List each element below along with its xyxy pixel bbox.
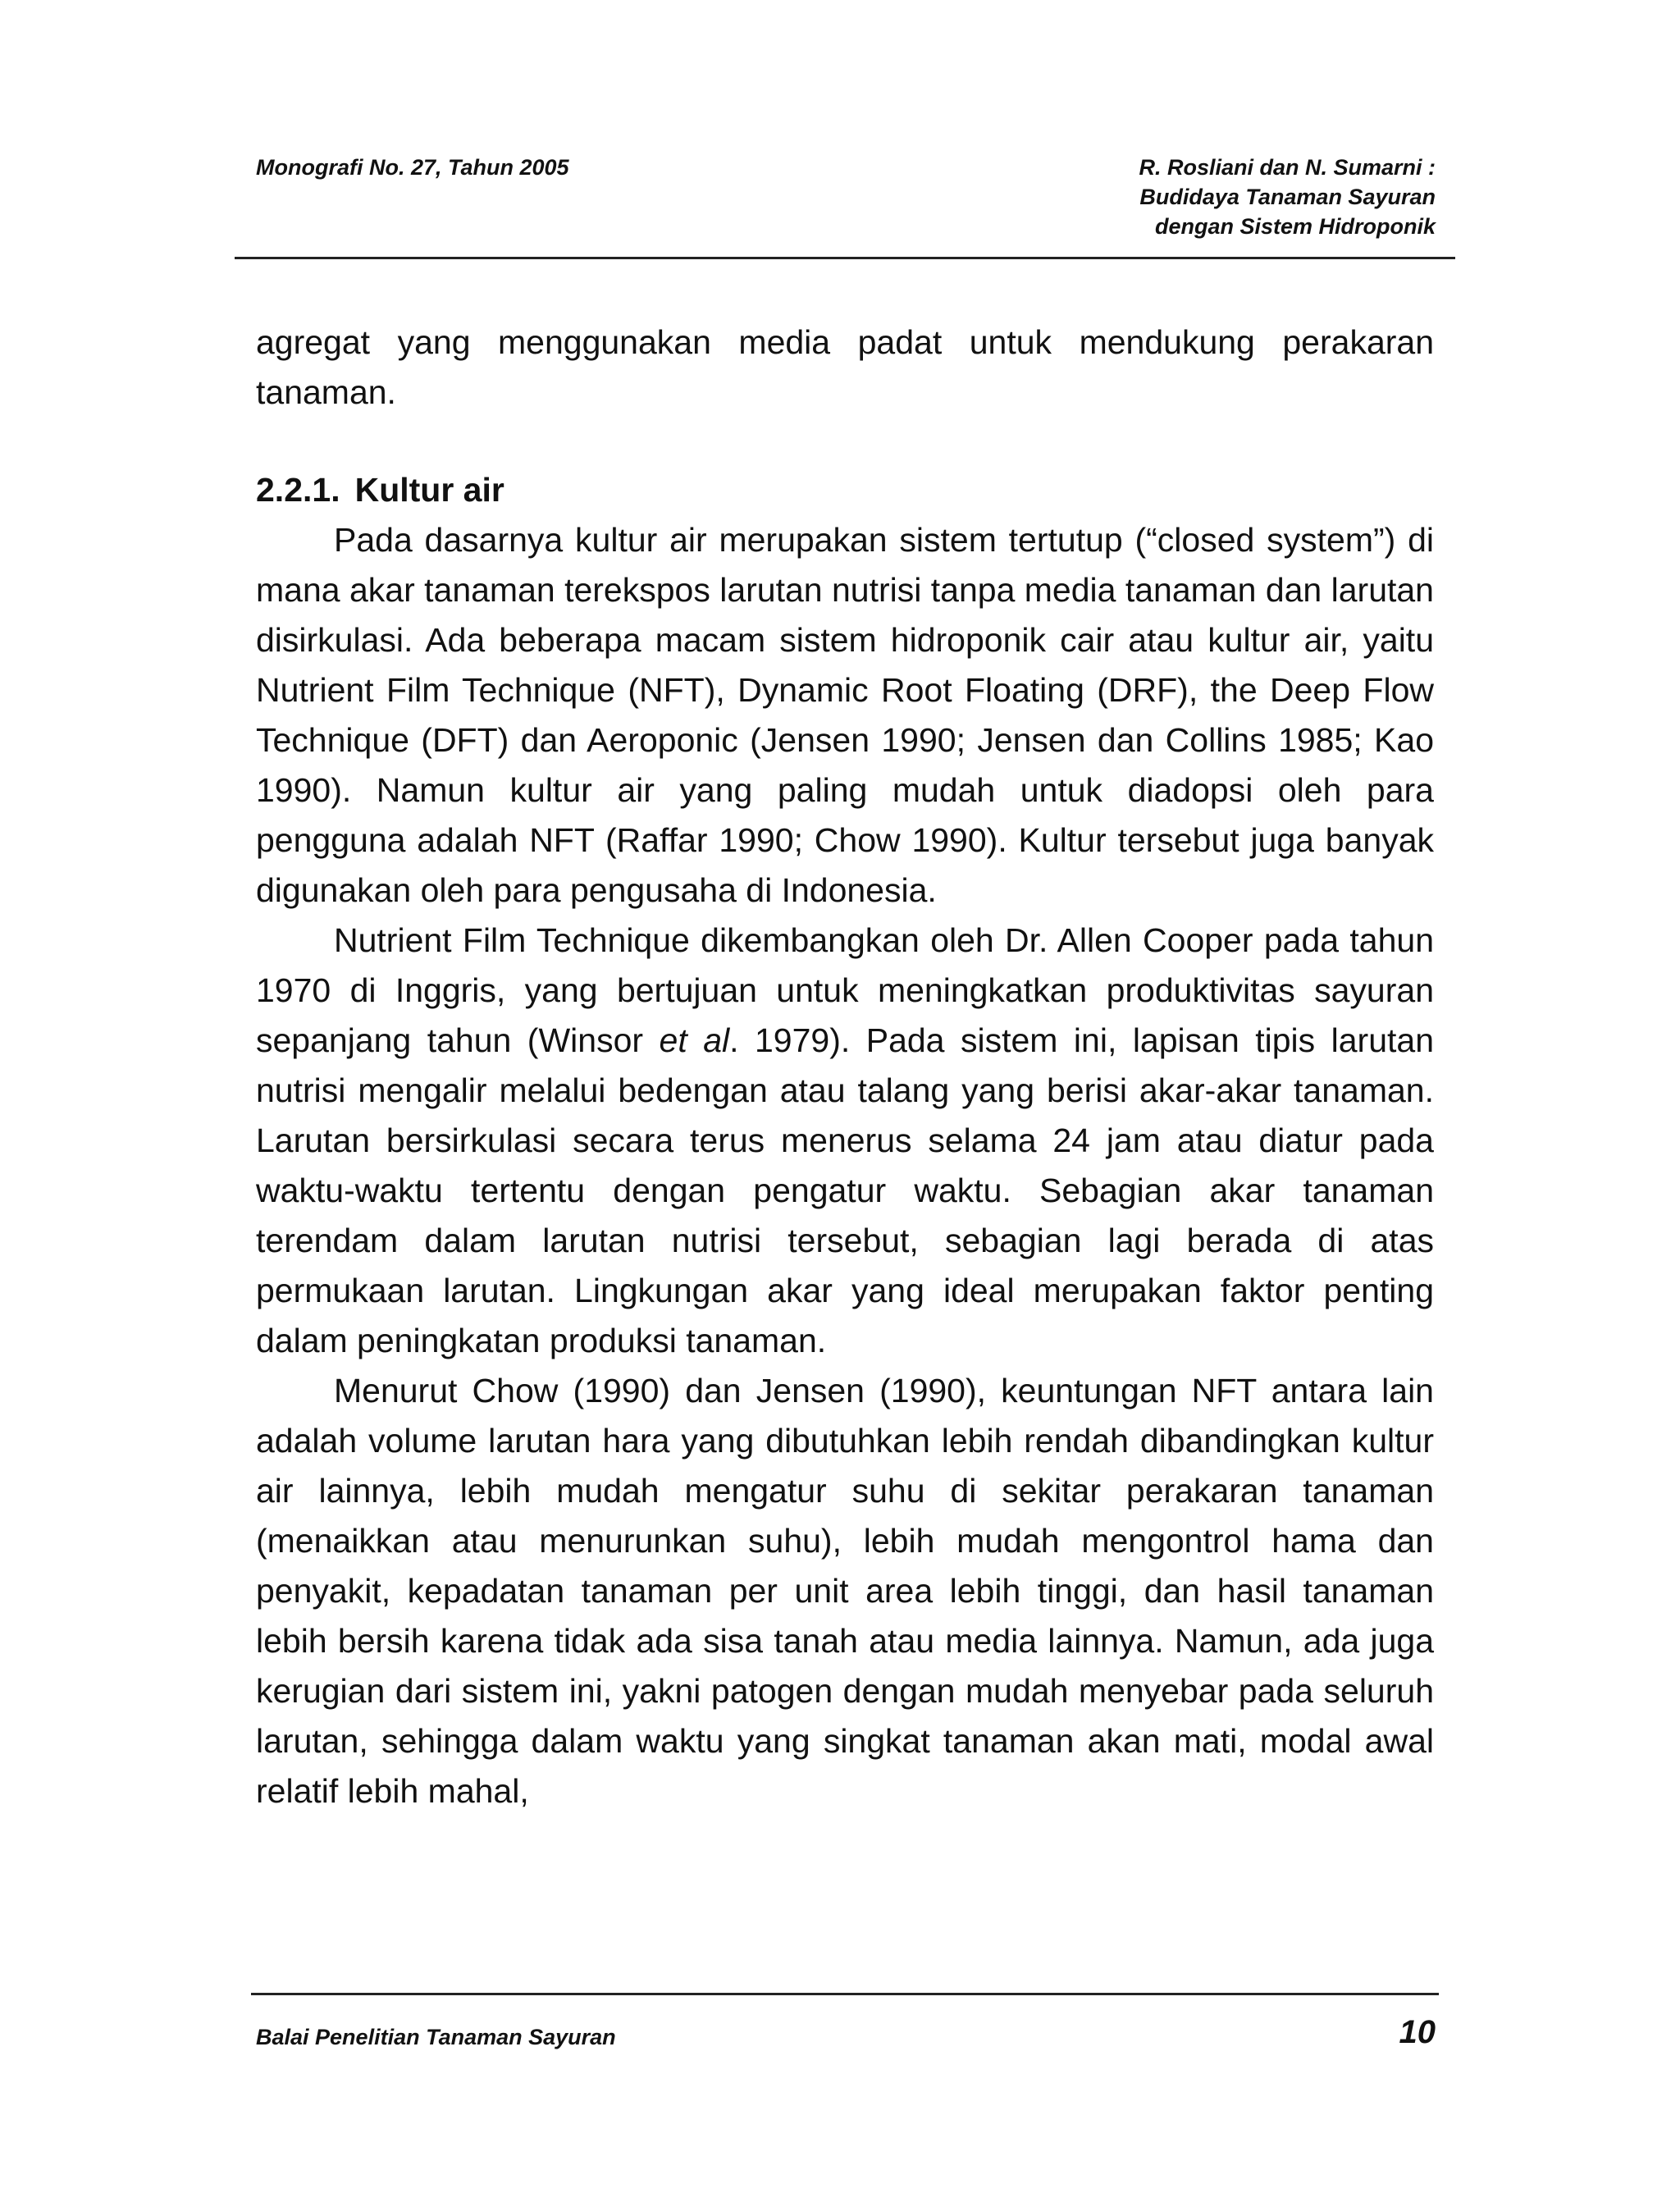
- section-title: Kultur air: [354, 471, 504, 509]
- paragraph-2-part-2: . 1979). Pada sistem ini, lapisan tipis larutan nutrisi mengalir melalui bedengan atau talang yang berisi akar-akar tanaman. Larutan bersirkulasi secara terus menerus selama 24 jam atau diatur pada waktu-waktu tertentu dengan pengatur waktu. Sebagian akar tanaman terendam dalam larutan nutrisi tersebut, sebagian lagi berada di atas permukaan larutan. Lingkungan akar yang ideal merupakan faktor penting dalam peningkatan produksi tanaman.: [256, 1021, 1434, 1359]
- section-number: 2.2.1.: [256, 471, 340, 509]
- header-publication: Monografi No. 27, Tahun 2005: [256, 155, 569, 180]
- footer-divider: [251, 1993, 1439, 1995]
- paragraph-2-part-1: Nutrient Film Technique dikembangkan oleh Dr. Allen Cooper pada tahun 1970 di Inggris, yang bertujuan untuk meningkatkan produktivitas sayuran sepanjang tahun (Winsor: [256, 921, 1434, 1059]
- lead-paragraph: agregat yang menggunakan media padat untuk mendukung perakaran tanaman.: [256, 323, 1434, 411]
- paragraph-2: [256, 916, 1434, 1366]
- page-number: 10: [1399, 2014, 1436, 2050]
- section-heading: [256, 465, 1434, 515]
- header-authors: R. Rosliani dan N. Sumarni :: [1139, 155, 1436, 180]
- header-title-line-2: dengan Sistem Hidroponik: [1154, 214, 1436, 239]
- header-divider: [235, 257, 1455, 259]
- paragraph-1: Pada dasarnya kultur air merupakan sistem tertutup (“closed system”) di mana akar tanaman terekspos larutan nutrisi tanpa media tanaman dan larutan disirkulasi. Ada beberapa macam sistem hidroponik cair atau kultur air, yaitu Nutrient Film Technique (NFT), Dynamic Root Floating (DRF), the Deep Flow Technique (DFT) dan Aeroponic (Jensen 1990; Jensen dan Collins 1985; Kao 1990). Namun kultur air yang paling mudah untuk diadopsi oleh para pengguna adalah NFT (Raffar 1990; Chow 1990). Kultur tersebut juga banyak digunakan oleh para pengusaha di Indonesia.: [256, 521, 1434, 909]
- paragraph-2-italic: et al: [659, 1021, 730, 1059]
- header-author-title: [1139, 153, 1436, 241]
- page-body: [256, 318, 1434, 1816]
- paragraph-3: Menurut Chow (1990) dan Jensen (1990), keuntungan NFT antara lain adalah volume larutan hara yang dibutuhkan lebih rendah dibandingkan kultur air lainnya, lebih mudah mengatur suhu di sekitar perakaran tanaman (menaikkan atau menurunkan suhu), lebih mudah mengontrol hama dan penyakit, kepadatan tanaman per unit area lebih tinggi, dan hasil tanaman lebih bersih karena tidak ada sisa tanah atau media lainnya. Namun, ada juga kerugian dari sistem ini, yakni patogen dengan mudah menyebar pada seluruh larutan, sehingga dalam waktu yang singkat tanaman akan mati, modal awal relatif lebih mahal,: [256, 1372, 1434, 1810]
- footer-institution: Balai Penelitian Tanaman Sayuran: [256, 2025, 616, 2049]
- header-title-line-1: Budidaya Tanaman Sayuran: [1139, 185, 1436, 209]
